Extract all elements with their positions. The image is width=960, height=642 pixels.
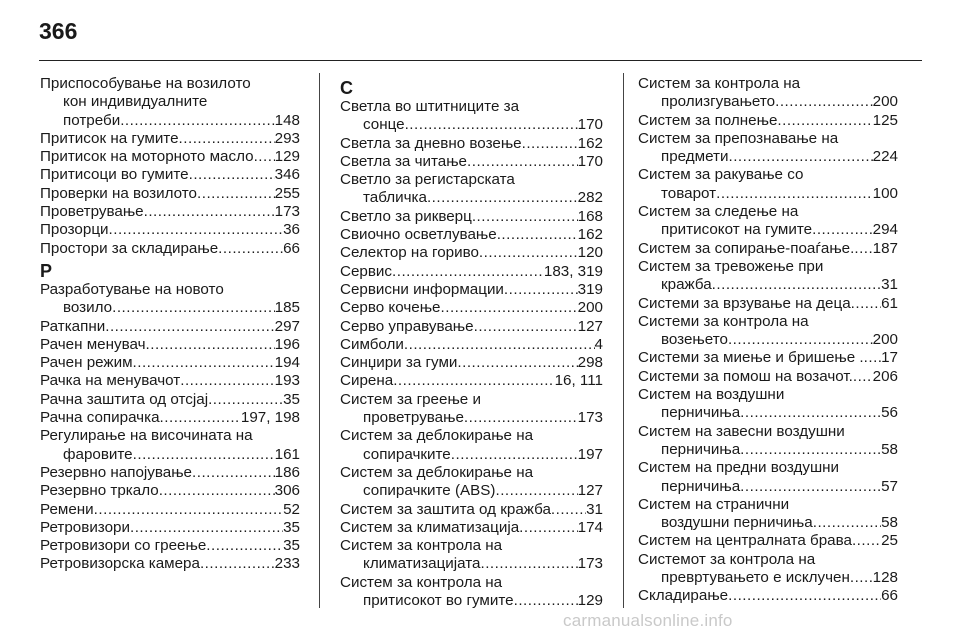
dot-leader xyxy=(740,404,881,422)
dot-leader xyxy=(775,93,873,111)
entry-text: Притисоци во гумите xyxy=(40,166,189,184)
index-entry xyxy=(340,171,603,208)
entry-text: Рачен режим xyxy=(40,354,133,372)
dot-leader xyxy=(180,372,274,390)
entry-text: возило xyxy=(63,299,113,317)
entry-text: Систем за следење на xyxy=(638,203,799,221)
entry-text: Синџири за гуми xyxy=(340,354,458,372)
entry-text: Ретровизорска камера xyxy=(40,555,200,573)
index-entry xyxy=(340,208,603,226)
entry-page-number: 66 xyxy=(881,587,898,605)
entry-page-number: 187 xyxy=(872,239,898,257)
index-entry xyxy=(638,423,898,460)
entry-text: воздушни перничиња xyxy=(661,514,813,532)
dot-leader xyxy=(392,263,544,281)
index-entry xyxy=(340,318,603,336)
entry-text: Систем за контрола на xyxy=(638,75,801,92)
index-entry xyxy=(638,349,898,367)
dot-leader xyxy=(105,318,274,336)
entry-text: Рачка на менувачот xyxy=(40,372,181,390)
dot-leader xyxy=(519,519,578,537)
entry-text: предмети xyxy=(661,148,729,166)
dot-leader xyxy=(404,336,595,354)
dot-leader xyxy=(740,441,881,459)
entry-text: Светла во штитниците за xyxy=(340,98,520,115)
index-entry xyxy=(638,587,898,605)
entry-page-number: 161 xyxy=(274,445,300,463)
entry-text: Проверки на возилото xyxy=(40,184,197,202)
entry-text: Системи за контрола на xyxy=(638,312,809,330)
entry-text: климатизацијата xyxy=(363,555,481,573)
dot-leader xyxy=(179,130,275,148)
entry-page-number: 120 xyxy=(577,244,603,262)
entry-text: перничиња xyxy=(661,404,741,422)
index-entry xyxy=(340,537,603,574)
entry-page-number: 35 xyxy=(283,390,300,408)
entry-page-number: 31 xyxy=(586,500,603,518)
entry-page-number: 173 xyxy=(577,409,603,427)
entry-text: Системи за миење и бришење . xyxy=(638,349,864,367)
entry-page-number: 197 xyxy=(577,445,603,463)
entry-text: Светла за дневно возење xyxy=(340,134,522,152)
dot-leader xyxy=(197,185,275,203)
index-entry xyxy=(40,203,300,221)
entry-text: возењето xyxy=(661,331,728,349)
index-entry xyxy=(40,185,300,203)
index-entry xyxy=(340,372,603,390)
index-letter-heading: С xyxy=(340,78,353,98)
entry-text: пролизгувањето xyxy=(661,93,776,111)
column-divider xyxy=(319,73,320,608)
index-entry xyxy=(638,166,898,203)
header-rule xyxy=(39,60,922,61)
index-entry xyxy=(40,148,300,166)
index-entry xyxy=(340,501,603,519)
entry-page-number: 66 xyxy=(283,239,300,257)
entry-text: Систем за заштита од кражба xyxy=(340,500,551,518)
entry-text: Систем за полнење xyxy=(638,111,778,129)
entry-text: перничиња xyxy=(661,440,741,458)
entry-text: Приспособување на возилото xyxy=(40,75,251,92)
entry-text: Серво кочење xyxy=(340,299,441,317)
index-entry xyxy=(638,75,898,112)
dot-leader xyxy=(551,501,586,519)
index-entry xyxy=(40,519,300,537)
entry-page-number: 129 xyxy=(577,592,603,610)
entry-text: Рачна сопирачка xyxy=(40,409,160,427)
entry-text: Ремени xyxy=(40,500,94,518)
index-entry xyxy=(340,299,603,317)
dot-leader xyxy=(208,391,283,409)
entry-page-number: 193 xyxy=(274,372,300,390)
index-column-2 xyxy=(340,75,603,610)
entry-text: сопирачките (ABS) xyxy=(363,482,496,500)
index-entry xyxy=(638,240,898,258)
dot-leader xyxy=(712,276,881,294)
dot-leader xyxy=(728,587,881,605)
entry-page-number: 186 xyxy=(274,463,300,481)
dot-leader xyxy=(451,446,578,464)
index-entry xyxy=(340,354,603,372)
entry-page-number: 294 xyxy=(872,221,898,239)
dot-leader xyxy=(479,244,578,262)
entry-page-number: 306 xyxy=(274,482,300,500)
entry-text: Систем за греење и xyxy=(340,390,481,408)
dot-leader xyxy=(109,221,284,239)
entry-page-number: 4 xyxy=(594,335,603,353)
entry-text: Простори за складирање xyxy=(40,239,219,257)
entry-page-number: 127 xyxy=(577,482,603,500)
index-column-3 xyxy=(638,75,898,606)
index-entry xyxy=(40,372,300,390)
entry-page-number: 35 xyxy=(283,537,300,555)
entry-text: Систем на централната брава xyxy=(638,532,852,550)
index-entry xyxy=(340,391,603,428)
dot-leader xyxy=(192,464,275,482)
index-entry xyxy=(638,368,898,386)
entry-text: Системот за контрола на xyxy=(638,550,816,568)
entry-text: Рачна заштита од отсјај xyxy=(40,390,209,408)
index-letter-heading: Р xyxy=(40,260,53,281)
entry-page-number: 58 xyxy=(881,514,898,532)
dot-leader xyxy=(189,166,275,184)
entry-text: Проветрување xyxy=(40,203,144,221)
index-entry xyxy=(340,135,603,153)
index-entry xyxy=(40,336,300,354)
dot-leader xyxy=(472,208,578,226)
dot-leader xyxy=(850,569,873,587)
index-column-1 xyxy=(40,75,300,574)
dot-leader xyxy=(464,409,578,427)
entry-page-number: 319 xyxy=(577,280,603,298)
entry-page-number: 282 xyxy=(577,189,603,207)
index-entry xyxy=(638,551,898,588)
entry-text: сопирачките xyxy=(363,445,451,463)
dot-leader xyxy=(864,349,881,367)
entry-page-number: 233 xyxy=(274,555,300,573)
index-entry xyxy=(40,501,300,519)
entry-text: Системи за врзување на деца xyxy=(638,294,851,312)
entry-page-number: 197, 198 xyxy=(240,409,300,427)
index-entry xyxy=(40,555,300,573)
entry-page-number: 183, 319 xyxy=(543,262,603,280)
dot-leader xyxy=(851,295,881,313)
entry-page-number: 293 xyxy=(274,129,300,147)
dot-leader xyxy=(457,354,577,372)
entry-text: Систем на воздушни xyxy=(638,386,785,404)
entry-text: Светло за рикверц xyxy=(340,207,472,225)
entry-page-number: 194 xyxy=(274,354,300,372)
dot-leader xyxy=(441,299,578,317)
entry-page-number: 174 xyxy=(577,518,603,536)
dot-leader xyxy=(146,336,275,354)
entry-page-number: 129 xyxy=(274,148,300,166)
entry-page-number: 224 xyxy=(872,148,898,166)
entry-page-number: 57 xyxy=(881,477,898,495)
entry-text: Систем за препознавање на xyxy=(638,129,839,147)
dot-leader xyxy=(160,409,241,427)
dot-leader xyxy=(405,116,578,134)
index-entry xyxy=(340,281,603,299)
entry-text: фаровите xyxy=(63,445,133,463)
dot-leader xyxy=(497,226,578,244)
entry-page-number: 25 xyxy=(881,532,898,550)
entry-text: Ретровизори xyxy=(40,518,130,536)
entry-text: Сервис xyxy=(340,262,393,280)
dot-leader xyxy=(854,240,872,258)
dot-leader xyxy=(853,368,873,386)
index-entry xyxy=(40,75,300,130)
dot-leader xyxy=(120,112,274,130)
index-entry xyxy=(40,130,300,148)
index-entry xyxy=(638,496,898,533)
entry-page-number: 125 xyxy=(872,111,898,129)
entry-text: Прозорци xyxy=(40,221,109,239)
dot-leader xyxy=(159,482,275,500)
index-entry xyxy=(638,532,898,550)
entry-text: Ретровизори со греење xyxy=(40,537,207,555)
entry-page-number: 31 xyxy=(881,276,898,294)
dot-leader xyxy=(812,221,873,239)
index-entry xyxy=(340,427,603,464)
index-entry xyxy=(340,263,603,281)
entry-page-number: 16, 111 xyxy=(554,372,603,390)
index-entry xyxy=(40,391,300,409)
index-entry xyxy=(340,153,603,171)
entry-text: притисокот во гумите xyxy=(363,592,514,610)
dot-leader xyxy=(218,240,283,258)
index-entry xyxy=(340,226,603,244)
dot-leader xyxy=(813,514,881,532)
entry-text: Резервно тркало xyxy=(40,482,159,500)
dot-leader xyxy=(133,446,275,464)
index-entry xyxy=(40,318,300,336)
entry-text: Систем за ракување со xyxy=(638,166,804,184)
entry-page-number: 200 xyxy=(872,93,898,111)
entry-text: Систем за тревожење при xyxy=(638,257,824,275)
entry-text: потреби xyxy=(63,111,121,129)
entry-text: Притисок на гумите xyxy=(40,129,179,147)
index-entry xyxy=(40,537,300,555)
index-entry xyxy=(40,221,300,239)
entry-page-number: 298 xyxy=(577,354,603,372)
entry-text: Систем за деблокирање на xyxy=(340,463,534,481)
index-entry xyxy=(340,244,603,262)
entry-text: Складирање xyxy=(638,587,729,605)
index-entry xyxy=(340,336,603,354)
dot-leader xyxy=(504,281,578,299)
entry-page-number: 162 xyxy=(577,134,603,152)
dot-leader xyxy=(144,203,275,221)
entry-text: проветрување xyxy=(363,409,464,427)
dot-leader xyxy=(495,482,577,500)
dot-leader xyxy=(777,112,872,130)
dot-leader xyxy=(467,153,578,171)
entry-page-number: 127 xyxy=(577,317,603,335)
index-entry xyxy=(638,130,898,167)
dot-leader xyxy=(728,331,873,349)
dot-leader xyxy=(522,135,578,153)
entry-text: товарот xyxy=(661,184,717,202)
entry-text: Систем за климатизација xyxy=(340,518,520,536)
entry-page-number: 168 xyxy=(577,207,603,225)
entry-text: Сирена xyxy=(340,372,394,390)
entry-text: Рачен менувач xyxy=(40,335,146,353)
entry-page-number: 255 xyxy=(274,184,300,202)
entry-page-number: 61 xyxy=(881,294,898,312)
entry-page-number: 200 xyxy=(872,331,898,349)
entry-text: Систем за деблокирање на xyxy=(340,427,534,445)
entry-page-number: 17 xyxy=(881,349,898,367)
dot-leader xyxy=(393,372,554,390)
index-entry xyxy=(638,295,898,313)
entry-text: сонце xyxy=(363,116,405,134)
entry-page-number: 35 xyxy=(283,518,300,536)
entry-page-number: 206 xyxy=(872,367,898,385)
entry-text: Свиочно осветлување xyxy=(340,226,497,244)
entry-text: Раткапни xyxy=(40,317,106,335)
entry-text: Систем на странични xyxy=(638,495,790,513)
dot-leader xyxy=(254,148,275,166)
entry-text: Регулирање на височината на xyxy=(40,427,253,445)
dot-leader xyxy=(112,299,275,317)
index-entry xyxy=(40,464,300,482)
dot-leader xyxy=(728,148,872,166)
entry-page-number: 58 xyxy=(881,440,898,458)
entry-page-number: 346 xyxy=(274,166,300,184)
index-entry xyxy=(638,112,898,130)
entry-text: Системи за помош на возачот. xyxy=(638,367,853,385)
index-entry xyxy=(638,313,898,350)
entry-text: кражба xyxy=(661,276,712,294)
entry-text: Резервно напојување xyxy=(40,463,192,481)
entry-page-number: 173 xyxy=(577,555,603,573)
entry-page-number: 200 xyxy=(577,299,603,317)
column-divider xyxy=(623,73,624,608)
entry-text: табличка xyxy=(363,189,427,207)
dot-leader xyxy=(740,478,881,496)
entry-text: Светла за читање xyxy=(340,152,468,170)
dot-leader xyxy=(130,519,283,537)
index-entry xyxy=(340,574,603,611)
entry-text: Серво управување xyxy=(340,317,474,335)
entry-page-number: 170 xyxy=(577,152,603,170)
index-entry xyxy=(40,240,300,258)
entry-page-number: 173 xyxy=(274,203,300,221)
entry-text: притисокот на гумите xyxy=(661,221,813,239)
index-entry xyxy=(340,519,603,537)
dot-leader xyxy=(427,189,578,207)
entry-page-number: 162 xyxy=(577,226,603,244)
entry-page-number: 185 xyxy=(274,299,300,317)
index-entry xyxy=(340,98,603,135)
entry-page-number: 56 xyxy=(881,404,898,422)
index-entry xyxy=(638,386,898,423)
entry-text: превртувањето е исклучен xyxy=(661,569,850,587)
dot-leader xyxy=(206,537,283,555)
entry-text: Систем на завесни воздушни xyxy=(638,422,845,440)
dot-leader xyxy=(474,318,578,336)
index-entry xyxy=(40,354,300,372)
entry-page-number: 36 xyxy=(283,221,300,239)
dot-leader xyxy=(94,501,283,519)
dot-leader xyxy=(480,555,577,573)
watermark: carmanualsonline.info xyxy=(563,611,733,630)
index-entry xyxy=(638,203,898,240)
dot-leader xyxy=(852,532,881,550)
entry-page-number: 297 xyxy=(274,317,300,335)
entry-text: Селектор на гориво xyxy=(340,244,479,262)
index-entry xyxy=(40,281,300,318)
entry-page-number: 52 xyxy=(283,500,300,518)
entry-text: Систем за сопирање-поаѓање. xyxy=(638,239,855,257)
index-entry xyxy=(40,427,300,464)
index-entry xyxy=(40,482,300,500)
index-entry xyxy=(40,409,300,427)
entry-text: Систем на предни воздушни xyxy=(638,459,840,477)
entry-text: Притисок на моторното масло xyxy=(40,148,254,166)
page-number: 366 xyxy=(39,18,78,44)
entry-text: Систем за контрола на xyxy=(340,573,503,591)
entry-page-number: 128 xyxy=(872,569,898,587)
dot-leader xyxy=(133,354,275,372)
dot-leader xyxy=(514,592,578,610)
entry-page-number: 170 xyxy=(577,116,603,134)
index-entry xyxy=(340,464,603,501)
index-entry xyxy=(638,258,898,295)
entry-page-number: 148 xyxy=(274,111,300,129)
dot-leader xyxy=(716,185,873,203)
entry-text: Разработување на новото xyxy=(40,280,224,298)
entry-text: кон индивидуалните xyxy=(63,93,208,111)
entry-text: перничиња xyxy=(661,477,741,495)
dot-leader xyxy=(200,555,275,573)
index-entry xyxy=(40,166,300,184)
entry-page-number: 196 xyxy=(274,335,300,353)
index-entry xyxy=(638,459,898,496)
entry-page-number: 100 xyxy=(872,184,898,202)
entry-text: Светло за регистарската xyxy=(340,171,515,189)
entry-text: Систем за контрола на xyxy=(340,537,503,555)
entry-text: Симболи xyxy=(340,335,404,353)
entry-text: Сервисни информации xyxy=(340,280,504,298)
